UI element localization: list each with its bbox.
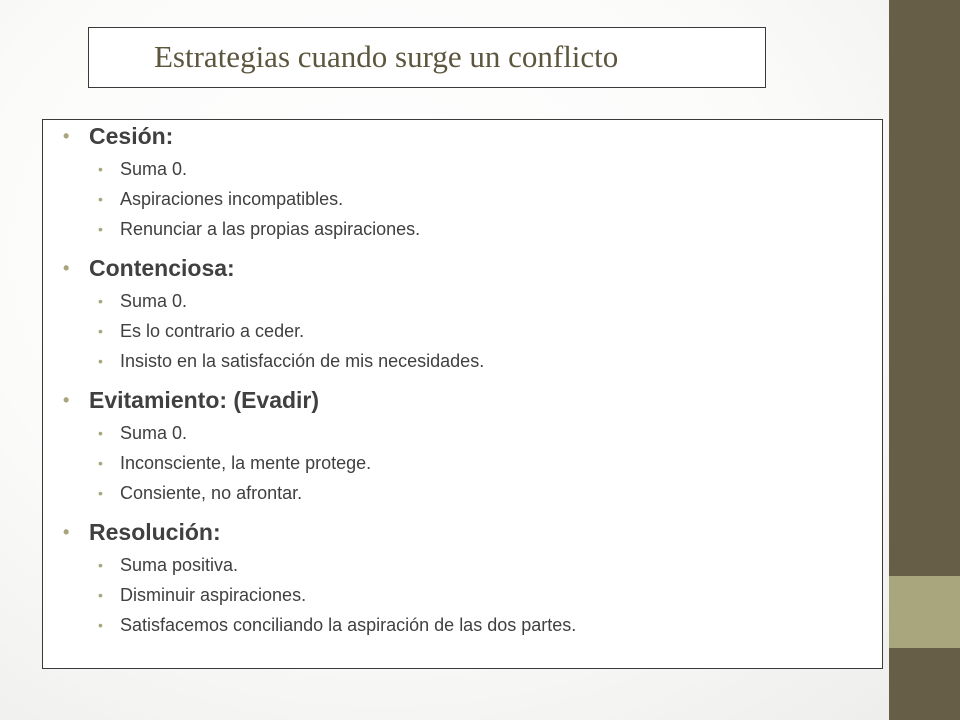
bullet-icon: • (98, 587, 103, 603)
list-item (63, 316, 576, 346)
list-item (63, 550, 576, 580)
bullet-icon: • (98, 455, 103, 471)
list-item-text: Suma 0. (120, 159, 188, 179)
section-heading-text: Resolución: (89, 519, 221, 545)
section-evitamiento (63, 386, 576, 508)
list-item-text: Suma 0. (120, 291, 188, 311)
sub-list (63, 154, 576, 244)
bullet-icon: • (98, 425, 103, 441)
bullet-icon: • (98, 353, 103, 369)
list-item-text: Inconsciente, la mente protege. (120, 453, 372, 473)
bullet-icon: • (98, 293, 103, 309)
section-heading (63, 122, 576, 150)
bullet-icon: • (63, 258, 70, 278)
list-item-text: Consiente, no afrontar. (120, 483, 303, 503)
slide-title: Estrategias cuando surge un conflicto (154, 39, 619, 74)
title-box (88, 27, 766, 88)
section-heading-text: Evitamiento: (Evadir) (89, 387, 320, 413)
section-heading-text: Cesión: (89, 123, 174, 149)
sub-list (63, 418, 576, 508)
section-heading (63, 254, 576, 282)
list-item-text: Aspiraciones incompatibles. (120, 189, 344, 209)
bullet-icon: • (63, 522, 70, 542)
section-resolucion (63, 518, 576, 640)
bullet-icon: • (63, 126, 70, 146)
list-item-text: Satisfacemos conciliando la aspiración de las dos partes. (120, 615, 577, 635)
list-item (63, 154, 576, 184)
list-item (63, 478, 576, 508)
list-item-text: Disminuir aspiraciones. (120, 585, 307, 605)
bullet-icon: • (98, 191, 103, 207)
list-item (63, 214, 576, 244)
bullet-icon: • (98, 617, 103, 633)
section-heading (63, 386, 576, 414)
sub-list (63, 286, 576, 376)
sub-list (63, 550, 576, 640)
content-box (42, 119, 883, 669)
bullet-icon: • (98, 485, 103, 501)
list-item (63, 448, 576, 478)
list-item-text: Renunciar a las propias aspiraciones. (120, 219, 421, 239)
list-item (63, 346, 576, 376)
bullet-icon: • (98, 161, 103, 177)
list-item (63, 418, 576, 448)
bullet-icon: • (63, 390, 70, 410)
section-contenciosa (63, 254, 576, 376)
section-heading (63, 518, 576, 546)
sidebar-accent-block (889, 576, 960, 648)
bullet-icon: • (98, 221, 103, 237)
list-item-text: Insisto en la satisfacción de mis necesidades. (120, 351, 485, 371)
section-heading-text: Contenciosa: (89, 255, 235, 281)
list-item (63, 184, 576, 214)
bullet-icon: • (98, 557, 103, 573)
list-item (63, 610, 576, 640)
list-item-text: Es lo contrario a ceder. (120, 321, 305, 341)
list-item (63, 286, 576, 316)
list-item-text: Suma positiva. (120, 555, 239, 575)
list-item-text: Suma 0. (120, 423, 188, 443)
list-item (63, 580, 576, 610)
section-cesion (63, 122, 576, 244)
section-list (63, 122, 576, 650)
bullet-icon: • (98, 323, 103, 339)
